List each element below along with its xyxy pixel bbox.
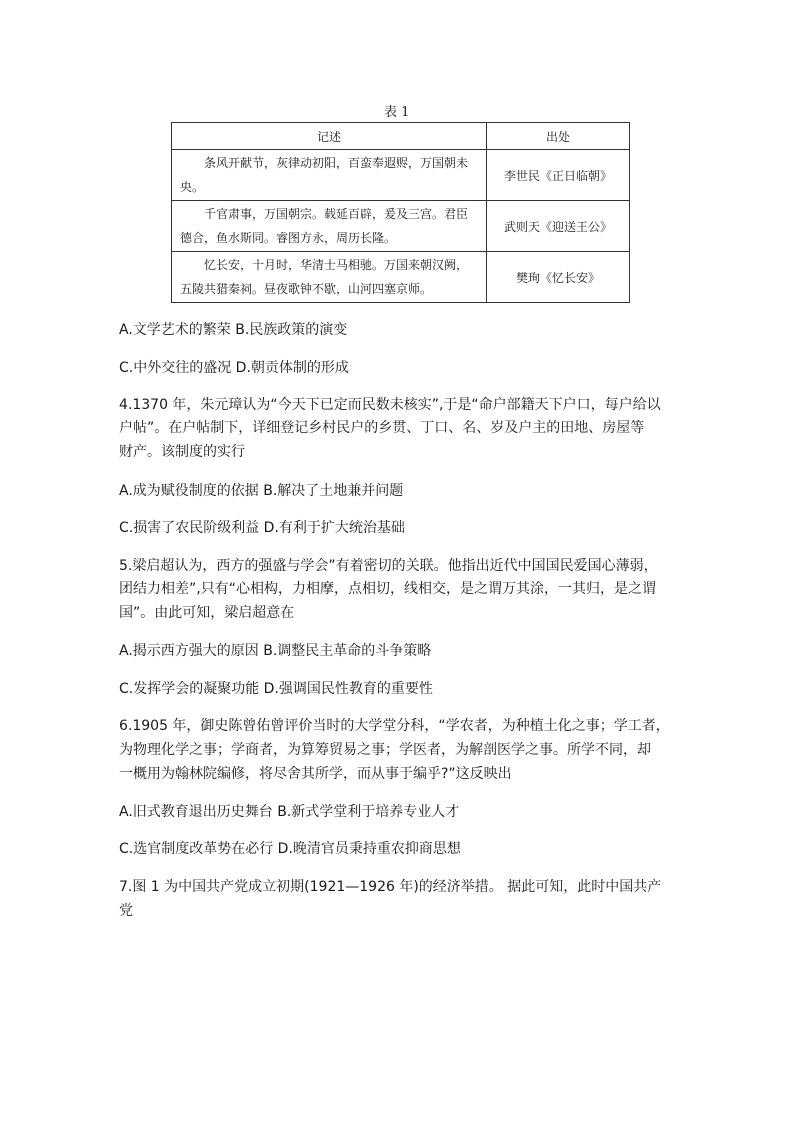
table-row: [172, 252, 630, 303]
q4-stem: 财产。该制度的实行: [119, 444, 245, 460]
record-cell: 千官肃事，万国朝宗。载延百辟，爰及三宫。君臣德合，鱼水斯同。睿图方永，周历长隆。: [172, 201, 487, 252]
header-record: 记述: [172, 123, 487, 150]
q6-options-cd: C.选官制度改革势在必行 D.晚清官员秉持重农抑商思想: [119, 841, 461, 857]
q4-stem: 户帖”。在户帖制下，详细登记乡村民户的乡贯、丁口、名、岁及户主的田地、房屋等: [119, 420, 645, 436]
q4-options-ab: A.成为赋役制度的依据 B.解决了土地兼并问题: [119, 483, 404, 499]
q5-stem: 团结力相差”,只有“心相构，力相摩，点相切，线相交，是之谓万其涂，一其归，是之谓: [119, 581, 656, 597]
q5-options-cd: C.发挥学会的凝聚功能 D.强调国民性教育的重要性: [119, 681, 433, 697]
q7-stem: 7.图 1 为中国共产党成立初期(1921—1926 年)的经济举措。 据此可知，此时中国共产: [119, 879, 662, 895]
table-caption: 表 1: [384, 105, 410, 120]
q7-stem: 党: [119, 903, 133, 919]
table-row: [172, 201, 630, 252]
q3-options-cd: C.中外交往的盛况 D.朝贡体制的形成: [119, 360, 349, 376]
source-cell: 李世民《正日临朝》: [487, 150, 630, 201]
q6-stem: 6.1905 年，御史陈曾佑曾评价当时的大学堂分科，“学农者，为种植土化之事；学工者，: [119, 718, 670, 734]
q3-options-ab: A.文学艺术的繁荣 B.民族政策的演变: [119, 322, 348, 338]
record-cell: 条风开献节，灰律动初阳，百蛮奉遐赆，万国朝未央。: [172, 150, 487, 201]
header-source: 出处: [487, 123, 630, 150]
records-table: [171, 122, 630, 303]
q6-stem: 一概用为翰林院编修，将尽舍其所学，而从事于编乎?”这反映出: [119, 766, 512, 782]
q5-options-ab: A.揭示西方强大的原因 B.调整民主革命的斗争策略: [119, 643, 432, 659]
q6-stem: 为物理化学之事；学商者，为算筹贸易之事；学医者，为解剖医学之事。所学不同，却: [119, 742, 651, 758]
table-row: [172, 150, 630, 201]
q5-stem: 5.梁启超认为，西方的强盛与学会”有着密切的关联。他指出近代中国国民爱国心薄弱，: [119, 558, 658, 574]
q5-stem: 国”。由此可知，梁启超意在: [119, 605, 295, 621]
source-cell: 武则天《迎送王公》: [487, 201, 630, 252]
q4-stem: 4.1370 年，朱元璋认为“今天下已定而民数未核实”,于是“命户部籍天下户口，每户给以: [119, 397, 661, 413]
q4-options-cd: C.损害了农民阶级利益 D.有利于扩大统治基础: [119, 520, 405, 536]
record-cell: 忆长安，十月时，华清士马相驰。万国来朝汉阙，五陵共猎秦祠。昼夜歌钟不歇，山河四塞京师。: [172, 252, 487, 303]
source-cell: 樊珣《忆长安》: [487, 252, 630, 303]
q6-options-ab: A.旧式教育退出历史舞台 B.新式学堂利于培养专业人才: [119, 804, 460, 820]
table-header-row: [172, 123, 630, 150]
